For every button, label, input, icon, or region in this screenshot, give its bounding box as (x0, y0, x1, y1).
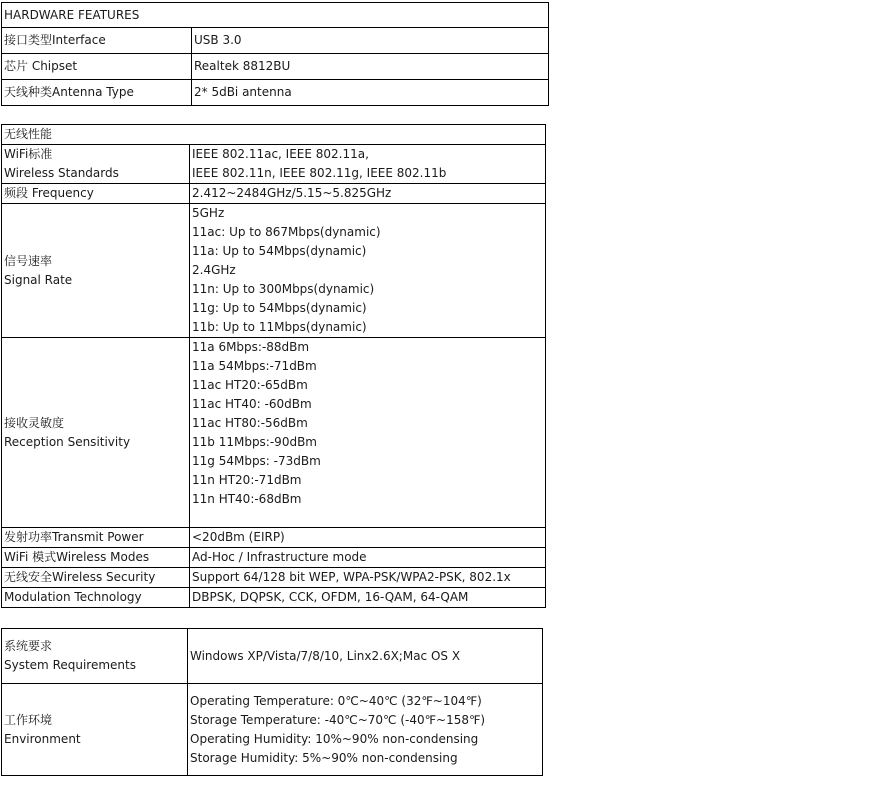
spec-label: 天线种类Antenna Type (2, 80, 192, 106)
table-row (2, 125, 546, 145)
table-row (2, 568, 546, 588)
section-header: HARDWARE FEATURES (2, 3, 549, 28)
spec-value: 11a 6Mbps:-88dBm 11a 54Mbps:-71dBm 11ac HT20:-65dBm 11ac HT40: -60dBm 11ac HT80:-56dBm 11b 11Mbps:-90dBm 11g 54Mbps: -73dBm 11n HT20:-71dBm 11n HT40:-68dBm (190, 338, 546, 528)
table-row (2, 548, 546, 568)
table-row (2, 338, 546, 528)
system-requirements-table (1, 628, 543, 776)
table-row (2, 28, 549, 54)
spec-label: 芯片 Chipset (2, 54, 192, 80)
table-row (2, 528, 546, 548)
hardware-features-table (1, 2, 549, 106)
spec-label: 接口类型Interface (2, 28, 192, 54)
spec-value: <20dBm (EIRP) (190, 528, 546, 548)
table-row (2, 54, 549, 80)
spec-value: 2* 5dBi antenna (192, 80, 549, 106)
spec-label: WiFi 模式Wireless Modes (2, 548, 190, 568)
spec-value: 2.412~2484GHz/5.15~5.825GHz (190, 184, 546, 204)
spec-label: 信号速率 Signal Rate (2, 204, 190, 338)
table-row (2, 204, 546, 338)
spec-label: WiFi标准 Wireless Standards (2, 145, 190, 184)
spec-label: 发射功率Transmit Power (2, 528, 190, 548)
table-row (2, 80, 549, 106)
wireless-performance-table (1, 124, 546, 608)
spec-label: 工作环境 Environment (2, 684, 188, 776)
table-row (2, 629, 543, 684)
spec-value: 5GHz 11ac: Up to 867Mbps(dynamic) 11a: Up to 54Mbps(dynamic) 2.4GHz 11n: Up to 300Mbps(dynamic) 11g: Up to 54Mbps(dynamic) 11b: Up to 11Mbps(dynamic) (190, 204, 546, 338)
table-row (2, 684, 543, 776)
spec-value: Realtek 8812BU (192, 54, 549, 80)
spec-value: IEEE 802.11ac, IEEE 802.11a, IEEE 802.11n, IEEE 802.11g, IEEE 802.11b (190, 145, 546, 184)
table-row (2, 588, 546, 608)
spec-label: Modulation Technology (2, 588, 190, 608)
spec-value: USB 3.0 (192, 28, 549, 54)
table-row (2, 145, 546, 184)
spec-label: 无线安全Wireless Security (2, 568, 190, 588)
spec-value: Operating Temperature: 0℃~40℃ (32℉~104℉) Storage Temperature: -40℃~70℃ (-40℉~158℉) Operating Humidity: 10%~90% non-condensing Storage Humidity: 5%~90% non-condensing (188, 684, 543, 776)
table-row (2, 3, 549, 28)
table-row (2, 184, 546, 204)
spec-value: DBPSK, DQPSK, CCK, OFDM, 16-QAM, 64-QAM (190, 588, 546, 608)
spec-value: Windows XP/Vista/7/8/10, Linx2.6X;Mac OS X (188, 629, 543, 684)
spec-label: 系统要求 System Requirements (2, 629, 188, 684)
spec-label: 接收灵敏度 Reception Sensitivity (2, 338, 190, 528)
spec-value: Support 64/128 bit WEP, WPA-PSK/WPA2-PSK, 802.1x (190, 568, 546, 588)
section-header: 无线性能 (2, 125, 546, 145)
spec-value: Ad-Hoc / Infrastructure mode (190, 548, 546, 568)
spec-label: 频段 Frequency (2, 184, 190, 204)
